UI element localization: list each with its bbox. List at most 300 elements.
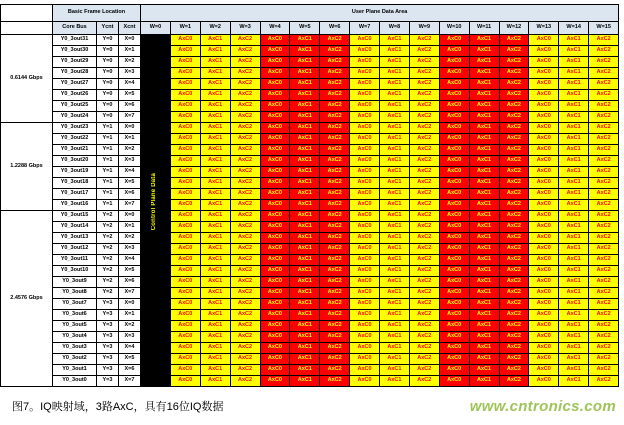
axc-cell-red: AxC1 bbox=[290, 101, 320, 112]
axc-cell-yellow: AxC1 bbox=[200, 200, 230, 211]
axc-cell-yellow: AxC1 bbox=[559, 79, 589, 90]
axc-cell-yellow: AxC1 bbox=[380, 343, 410, 354]
axc-cell-yellow: AxC1 bbox=[200, 189, 230, 200]
table-row bbox=[1, 321, 619, 332]
control-plane-cell bbox=[141, 277, 171, 288]
axc-cell-yellow: AxC1 bbox=[200, 156, 230, 167]
table-row bbox=[1, 46, 619, 57]
table-row bbox=[1, 112, 619, 123]
ycnt-cell: Y=3 bbox=[97, 299, 119, 310]
axc-cell-yellow: AxC2 bbox=[409, 233, 439, 244]
axc-cell-yellow: AxC2 bbox=[589, 68, 619, 79]
axc-cell-yellow: AxC0 bbox=[170, 200, 200, 211]
axc-cell-red: AxC2 bbox=[320, 189, 350, 200]
axc-cell-yellow: AxC1 bbox=[559, 354, 589, 365]
axc-cell-red: AxC2 bbox=[499, 123, 529, 134]
xcnt-cell: X=7 bbox=[119, 112, 141, 123]
word-column-header-8: W=8 bbox=[380, 22, 410, 35]
axc-cell-yellow: AxC0 bbox=[170, 35, 200, 46]
xcnt-cell: X=4 bbox=[119, 255, 141, 266]
axc-cell-yellow: AxC1 bbox=[559, 299, 589, 310]
axc-cell-red: AxC2 bbox=[499, 101, 529, 112]
axc-cell-yellow: AxC0 bbox=[170, 332, 200, 343]
core-bus-cell: Y0_3out17 bbox=[53, 189, 97, 200]
axc-cell-yellow: AxC0 bbox=[170, 101, 200, 112]
core-bus-cell: Y0_3out18 bbox=[53, 178, 97, 189]
axc-cell-yellow: AxC1 bbox=[200, 90, 230, 101]
axc-cell-red: AxC0 bbox=[260, 79, 290, 90]
axc-cell-red: AxC1 bbox=[290, 112, 320, 123]
axc-cell-yellow: AxC1 bbox=[559, 365, 589, 376]
xcnt-cell: X=4 bbox=[119, 79, 141, 90]
ycnt-cell: Y=0 bbox=[97, 101, 119, 112]
axc-cell-red: AxC0 bbox=[439, 167, 469, 178]
axc-cell-yellow: AxC1 bbox=[380, 299, 410, 310]
axc-cell-yellow: AxC0 bbox=[170, 266, 200, 277]
axc-cell-red: AxC2 bbox=[320, 343, 350, 354]
ycnt-cell: Y=3 bbox=[97, 343, 119, 354]
axc-cell-yellow: AxC2 bbox=[589, 79, 619, 90]
axc-cell-yellow: AxC2 bbox=[409, 365, 439, 376]
axc-cell-red: AxC0 bbox=[260, 222, 290, 233]
axc-cell-red: AxC2 bbox=[499, 332, 529, 343]
core-bus-cell: Y0_3out7 bbox=[53, 299, 97, 310]
table-row bbox=[1, 35, 619, 46]
axc-cell-yellow: AxC2 bbox=[409, 211, 439, 222]
axc-cell-yellow: AxC0 bbox=[529, 343, 559, 354]
axc-cell-yellow: AxC0 bbox=[529, 68, 559, 79]
axc-cell-yellow: AxC2 bbox=[589, 354, 619, 365]
axc-cell-yellow: AxC1 bbox=[200, 35, 230, 46]
word-column-header-1: W=1 bbox=[170, 22, 200, 35]
ycnt-cell: Y=1 bbox=[97, 123, 119, 134]
xcnt-cell: X=0 bbox=[119, 35, 141, 46]
axc-cell-yellow: AxC2 bbox=[230, 123, 260, 134]
axc-cell-yellow: AxC1 bbox=[200, 244, 230, 255]
core-bus-cell: Y0_3out16 bbox=[53, 200, 97, 211]
axc-cell-yellow: AxC2 bbox=[409, 343, 439, 354]
axc-cell-yellow: AxC0 bbox=[170, 222, 200, 233]
axc-cell-yellow: AxC1 bbox=[559, 222, 589, 233]
ycnt-cell: Y=1 bbox=[97, 189, 119, 200]
xcnt-cell: X=2 bbox=[119, 145, 141, 156]
core-bus-cell: Y0_3out11 bbox=[53, 255, 97, 266]
axc-cell-red: AxC2 bbox=[499, 255, 529, 266]
axc-cell-yellow: AxC0 bbox=[350, 321, 380, 332]
axc-cell-yellow: AxC0 bbox=[529, 46, 559, 57]
axc-cell-yellow: AxC2 bbox=[409, 123, 439, 134]
xcnt-cell: X=6 bbox=[119, 189, 141, 200]
axc-cell-red: AxC1 bbox=[469, 200, 499, 211]
ycnt-cell: Y=1 bbox=[97, 178, 119, 189]
axc-cell-yellow: AxC0 bbox=[350, 255, 380, 266]
table-row bbox=[1, 277, 619, 288]
axc-cell-yellow: AxC2 bbox=[589, 266, 619, 277]
table-row bbox=[1, 376, 619, 387]
axc-cell-red: AxC2 bbox=[499, 145, 529, 156]
axc-cell-red: AxC1 bbox=[290, 321, 320, 332]
table-row bbox=[1, 167, 619, 178]
axc-cell-yellow: AxC2 bbox=[589, 46, 619, 57]
iq-mapping-table bbox=[0, 4, 619, 387]
axc-cell-yellow: AxC2 bbox=[589, 332, 619, 343]
table-body bbox=[1, 35, 619, 387]
axc-cell-red: AxC2 bbox=[320, 211, 350, 222]
control-plane-cell bbox=[141, 68, 171, 79]
axc-cell-yellow: AxC1 bbox=[559, 255, 589, 266]
axc-cell-yellow: AxC2 bbox=[409, 189, 439, 200]
axc-cell-yellow: AxC0 bbox=[529, 321, 559, 332]
ycnt-cell: Y=0 bbox=[97, 57, 119, 68]
axc-cell-yellow: AxC0 bbox=[350, 233, 380, 244]
axc-cell-red: AxC2 bbox=[320, 35, 350, 46]
axc-cell-red: AxC2 bbox=[320, 101, 350, 112]
axc-cell-red: AxC1 bbox=[469, 46, 499, 57]
axc-cell-yellow: AxC0 bbox=[350, 332, 380, 343]
word-column-header-15: W=15 bbox=[589, 22, 619, 35]
axc-cell-yellow: AxC2 bbox=[589, 244, 619, 255]
axc-cell-yellow: AxC2 bbox=[230, 299, 260, 310]
axc-cell-yellow: AxC1 bbox=[200, 134, 230, 145]
table-row bbox=[1, 343, 619, 354]
axc-cell-yellow: AxC1 bbox=[380, 189, 410, 200]
core-bus-cell: Y0_3out1 bbox=[53, 365, 97, 376]
axc-cell-red: AxC0 bbox=[439, 57, 469, 68]
xcnt-cell: X=1 bbox=[119, 310, 141, 321]
axc-cell-yellow: AxC2 bbox=[589, 376, 619, 387]
xcnt-cell: X=7 bbox=[119, 200, 141, 211]
axc-cell-red: AxC1 bbox=[469, 167, 499, 178]
axc-cell-red: AxC0 bbox=[439, 376, 469, 387]
axc-cell-red: AxC1 bbox=[469, 112, 499, 123]
axc-cell-red: AxC2 bbox=[499, 134, 529, 145]
axc-cell-yellow: AxC2 bbox=[230, 145, 260, 156]
axc-cell-yellow: AxC2 bbox=[589, 288, 619, 299]
axc-cell-yellow: AxC0 bbox=[170, 178, 200, 189]
core-bus-cell: Y0_3out27 bbox=[53, 79, 97, 90]
table-row bbox=[1, 310, 619, 321]
axc-cell-red: AxC1 bbox=[290, 376, 320, 387]
axc-cell-yellow: AxC0 bbox=[350, 222, 380, 233]
core-bus-cell: Y0_3out22 bbox=[53, 134, 97, 145]
axc-cell-yellow: AxC2 bbox=[589, 189, 619, 200]
axc-cell-yellow: AxC1 bbox=[200, 167, 230, 178]
axc-cell-yellow: AxC1 bbox=[200, 145, 230, 156]
axc-cell-yellow: AxC1 bbox=[380, 90, 410, 101]
line-rate-label: 0.6144 Gbps bbox=[1, 35, 53, 123]
axc-cell-yellow: AxC1 bbox=[200, 255, 230, 266]
control-plane-cell bbox=[141, 343, 171, 354]
table-row bbox=[1, 68, 619, 79]
axc-cell-red: AxC0 bbox=[439, 200, 469, 211]
axc-cell-red: AxC0 bbox=[260, 343, 290, 354]
axc-cell-red: AxC1 bbox=[469, 222, 499, 233]
axc-cell-red: AxC1 bbox=[290, 189, 320, 200]
axc-cell-yellow: AxC0 bbox=[529, 211, 559, 222]
axc-cell-yellow: AxC0 bbox=[170, 244, 200, 255]
axc-cell-yellow: AxC2 bbox=[230, 57, 260, 68]
axc-cell-red: AxC0 bbox=[439, 354, 469, 365]
axc-cell-red: AxC0 bbox=[260, 376, 290, 387]
axc-cell-red: AxC2 bbox=[499, 68, 529, 79]
axc-cell-yellow: AxC0 bbox=[350, 343, 380, 354]
axc-cell-yellow: AxC1 bbox=[559, 57, 589, 68]
axc-cell-yellow: AxC1 bbox=[380, 288, 410, 299]
word-column-header-13: W=13 bbox=[529, 22, 559, 35]
axc-cell-red: AxC0 bbox=[260, 112, 290, 123]
ycnt-cell: Y=2 bbox=[97, 222, 119, 233]
line-rate-label: 1.2288 Gbps bbox=[1, 123, 53, 211]
axc-cell-yellow: AxC2 bbox=[409, 266, 439, 277]
axc-cell-yellow: AxC2 bbox=[409, 90, 439, 101]
axc-cell-yellow: AxC1 bbox=[380, 101, 410, 112]
axc-cell-red: AxC1 bbox=[469, 123, 499, 134]
axc-cell-red: AxC2 bbox=[320, 112, 350, 123]
axc-cell-yellow: AxC1 bbox=[200, 222, 230, 233]
axc-cell-yellow: AxC1 bbox=[380, 145, 410, 156]
header-row-top bbox=[1, 5, 619, 22]
axc-cell-red: AxC0 bbox=[439, 244, 469, 255]
control-plane-cell bbox=[141, 200, 171, 211]
axc-cell-yellow: AxC2 bbox=[409, 299, 439, 310]
axc-cell-red: AxC0 bbox=[439, 332, 469, 343]
axc-cell-yellow: AxC1 bbox=[559, 266, 589, 277]
axc-cell-red: AxC2 bbox=[499, 189, 529, 200]
word-column-header-0: W=0 bbox=[141, 22, 171, 35]
axc-cell-yellow: AxC2 bbox=[409, 255, 439, 266]
axc-cell-red: AxC2 bbox=[320, 255, 350, 266]
axc-cell-yellow: AxC2 bbox=[589, 145, 619, 156]
axc-cell-red: AxC2 bbox=[499, 222, 529, 233]
control-plane-cell bbox=[141, 310, 171, 321]
axc-cell-yellow: AxC0 bbox=[350, 156, 380, 167]
core-bus-cell: Y0_3out14 bbox=[53, 222, 97, 233]
xcnt-cell: X=3 bbox=[119, 244, 141, 255]
rate-header-spacer bbox=[1, 5, 53, 22]
core-bus-cell: Y0_3out10 bbox=[53, 266, 97, 277]
axc-cell-red: AxC0 bbox=[260, 178, 290, 189]
axc-cell-yellow: AxC1 bbox=[380, 112, 410, 123]
axc-cell-yellow: AxC0 bbox=[529, 266, 559, 277]
axc-cell-red: AxC1 bbox=[469, 189, 499, 200]
ycnt-cell: Y=2 bbox=[97, 277, 119, 288]
axc-cell-yellow: AxC1 bbox=[380, 167, 410, 178]
control-plane-cell bbox=[141, 57, 171, 68]
axc-cell-yellow: AxC1 bbox=[559, 244, 589, 255]
axc-cell-yellow: AxC0 bbox=[529, 376, 559, 387]
axc-cell-red: AxC2 bbox=[499, 90, 529, 101]
axc-cell-yellow: AxC1 bbox=[380, 277, 410, 288]
axc-cell-yellow: AxC1 bbox=[200, 365, 230, 376]
axc-cell-yellow: AxC2 bbox=[589, 222, 619, 233]
basic-frame-location-header: Basic Frame Location bbox=[53, 5, 141, 22]
axc-cell-red: AxC2 bbox=[320, 376, 350, 387]
axc-cell-red: AxC1 bbox=[469, 90, 499, 101]
axc-cell-red: AxC0 bbox=[439, 178, 469, 189]
axc-cell-yellow: AxC2 bbox=[230, 277, 260, 288]
axc-cell-yellow: AxC1 bbox=[559, 68, 589, 79]
axc-cell-yellow: AxC1 bbox=[200, 376, 230, 387]
control-plane-cell bbox=[141, 134, 171, 145]
axc-cell-yellow: AxC1 bbox=[559, 332, 589, 343]
axc-cell-red: AxC1 bbox=[290, 288, 320, 299]
axc-cell-yellow: AxC1 bbox=[559, 200, 589, 211]
axc-cell-yellow: AxC1 bbox=[380, 332, 410, 343]
axc-cell-yellow: AxC1 bbox=[200, 178, 230, 189]
axc-cell-red: AxC2 bbox=[499, 244, 529, 255]
axc-cell-yellow: AxC0 bbox=[350, 178, 380, 189]
axc-cell-yellow: AxC0 bbox=[529, 178, 559, 189]
axc-cell-red: AxC0 bbox=[439, 112, 469, 123]
axc-cell-yellow: AxC2 bbox=[409, 101, 439, 112]
axc-cell-yellow: AxC1 bbox=[200, 57, 230, 68]
axc-cell-yellow: AxC2 bbox=[409, 156, 439, 167]
axc-cell-yellow: AxC2 bbox=[589, 57, 619, 68]
sub-header-xcnt: Xcnt bbox=[119, 22, 141, 35]
axc-cell-yellow: AxC0 bbox=[350, 123, 380, 134]
word-column-header-4: W=4 bbox=[260, 22, 290, 35]
axc-cell-yellow: AxC0 bbox=[350, 112, 380, 123]
axc-cell-yellow: AxC1 bbox=[559, 112, 589, 123]
axc-cell-red: AxC2 bbox=[320, 310, 350, 321]
axc-cell-yellow: AxC0 bbox=[350, 211, 380, 222]
axc-cell-yellow: AxC2 bbox=[230, 178, 260, 189]
user-plane-data-area-header: User Plane Data Area bbox=[141, 5, 619, 22]
control-plane-cell bbox=[141, 145, 171, 156]
axc-cell-yellow: AxC2 bbox=[230, 90, 260, 101]
table-header bbox=[1, 5, 619, 35]
core-bus-cell: Y0_3out24 bbox=[53, 112, 97, 123]
axc-cell-red: AxC1 bbox=[290, 68, 320, 79]
axc-cell-red: AxC2 bbox=[320, 178, 350, 189]
axc-cell-yellow: AxC1 bbox=[200, 123, 230, 134]
axc-cell-yellow: AxC0 bbox=[170, 310, 200, 321]
table-row bbox=[1, 244, 619, 255]
axc-cell-red: AxC0 bbox=[260, 332, 290, 343]
table-row bbox=[1, 288, 619, 299]
axc-cell-red: AxC1 bbox=[469, 244, 499, 255]
axc-cell-yellow: AxC0 bbox=[350, 101, 380, 112]
table-row bbox=[1, 101, 619, 112]
axc-cell-yellow: AxC2 bbox=[589, 365, 619, 376]
ycnt-cell: Y=1 bbox=[97, 145, 119, 156]
axc-cell-yellow: AxC1 bbox=[380, 354, 410, 365]
axc-cell-red: AxC2 bbox=[320, 156, 350, 167]
axc-cell-red: AxC1 bbox=[290, 57, 320, 68]
axc-cell-yellow: AxC2 bbox=[409, 354, 439, 365]
axc-cell-yellow: AxC0 bbox=[350, 310, 380, 321]
axc-cell-yellow: AxC1 bbox=[200, 46, 230, 57]
core-bus-cell: Y0_3out15 bbox=[53, 211, 97, 222]
axc-cell-red: AxC0 bbox=[439, 288, 469, 299]
axc-cell-yellow: AxC1 bbox=[559, 189, 589, 200]
axc-cell-yellow: AxC1 bbox=[559, 145, 589, 156]
axc-cell-red: AxC1 bbox=[290, 200, 320, 211]
axc-cell-yellow: AxC1 bbox=[380, 376, 410, 387]
axc-cell-yellow: AxC1 bbox=[380, 211, 410, 222]
axc-cell-red: AxC1 bbox=[469, 134, 499, 145]
axc-cell-yellow: AxC1 bbox=[559, 46, 589, 57]
axc-cell-red: AxC2 bbox=[499, 310, 529, 321]
table-row bbox=[1, 332, 619, 343]
axc-cell-red: AxC0 bbox=[260, 288, 290, 299]
control-plane-cell bbox=[141, 123, 171, 134]
xcnt-cell: X=0 bbox=[119, 211, 141, 222]
axc-cell-yellow: AxC2 bbox=[409, 57, 439, 68]
axc-cell-red: AxC0 bbox=[260, 354, 290, 365]
axc-cell-yellow: AxC2 bbox=[230, 112, 260, 123]
axc-cell-red: AxC2 bbox=[320, 167, 350, 178]
axc-cell-red: AxC1 bbox=[469, 321, 499, 332]
axc-cell-yellow: AxC2 bbox=[230, 332, 260, 343]
axc-cell-red: AxC0 bbox=[439, 266, 469, 277]
axc-cell-yellow: AxC0 bbox=[529, 57, 559, 68]
axc-cell-red: AxC0 bbox=[439, 156, 469, 167]
axc-cell-red: AxC2 bbox=[499, 35, 529, 46]
axc-cell-red: AxC2 bbox=[499, 112, 529, 123]
axc-cell-red: AxC2 bbox=[499, 266, 529, 277]
axc-cell-red: AxC0 bbox=[260, 156, 290, 167]
axc-cell-red: AxC2 bbox=[499, 288, 529, 299]
word-column-header-7: W=7 bbox=[350, 22, 380, 35]
axc-cell-yellow: AxC0 bbox=[170, 57, 200, 68]
axc-cell-yellow: AxC2 bbox=[230, 255, 260, 266]
core-bus-cell: Y0_3out20 bbox=[53, 156, 97, 167]
axc-cell-yellow: AxC1 bbox=[559, 376, 589, 387]
axc-cell-red: AxC1 bbox=[290, 332, 320, 343]
axc-cell-red: AxC0 bbox=[439, 277, 469, 288]
ycnt-cell: Y=2 bbox=[97, 255, 119, 266]
axc-cell-red: AxC0 bbox=[439, 101, 469, 112]
axc-cell-yellow: AxC2 bbox=[409, 167, 439, 178]
word-column-header-14: W=14 bbox=[559, 22, 589, 35]
axc-cell-red: AxC1 bbox=[290, 134, 320, 145]
axc-cell-red: AxC1 bbox=[469, 79, 499, 90]
core-bus-cell: Y0_3out23 bbox=[53, 123, 97, 134]
axc-cell-red: AxC2 bbox=[320, 68, 350, 79]
control-plane-cell bbox=[141, 299, 171, 310]
axc-cell-red: AxC0 bbox=[260, 90, 290, 101]
axc-cell-red: AxC1 bbox=[469, 266, 499, 277]
control-plane-data-label: Control Plane Data bbox=[151, 172, 158, 230]
control-plane-cell bbox=[141, 266, 171, 277]
axc-cell-yellow: AxC1 bbox=[380, 222, 410, 233]
axc-cell-yellow: AxC2 bbox=[230, 200, 260, 211]
axc-cell-yellow: AxC2 bbox=[409, 35, 439, 46]
axc-cell-yellow: AxC2 bbox=[409, 222, 439, 233]
axc-cell-yellow: AxC2 bbox=[409, 332, 439, 343]
axc-cell-yellow: AxC0 bbox=[170, 211, 200, 222]
axc-cell-red: AxC1 bbox=[290, 354, 320, 365]
axc-cell-yellow: AxC0 bbox=[529, 244, 559, 255]
axc-cell-yellow: AxC1 bbox=[559, 156, 589, 167]
axc-cell-yellow: AxC2 bbox=[589, 101, 619, 112]
axc-cell-yellow: AxC0 bbox=[170, 277, 200, 288]
axc-cell-red: AxC2 bbox=[499, 299, 529, 310]
axc-cell-yellow: AxC0 bbox=[529, 233, 559, 244]
axc-cell-red: AxC1 bbox=[290, 123, 320, 134]
axc-cell-yellow: AxC1 bbox=[200, 321, 230, 332]
table-row bbox=[1, 57, 619, 68]
axc-cell-yellow: AxC0 bbox=[170, 167, 200, 178]
axc-cell-yellow: AxC1 bbox=[380, 46, 410, 57]
axc-cell-yellow: AxC0 bbox=[529, 134, 559, 145]
axc-cell-yellow: AxC0 bbox=[529, 288, 559, 299]
figure-caption: 图7。IQ映射域，3路AxC，具有16位IQ数据 bbox=[12, 401, 224, 413]
axc-cell-red: AxC1 bbox=[469, 255, 499, 266]
axc-cell-yellow: AxC0 bbox=[350, 189, 380, 200]
axc-cell-yellow: AxC0 bbox=[529, 156, 559, 167]
